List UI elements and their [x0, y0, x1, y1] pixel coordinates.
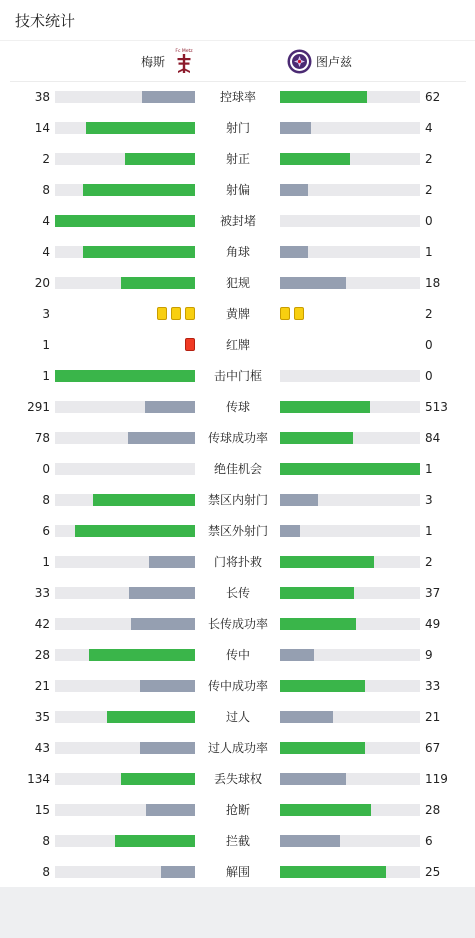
home-bar-fill	[149, 556, 195, 568]
header-divider	[10, 81, 466, 82]
home-bar-fill	[75, 525, 195, 537]
home-bar-fill	[140, 742, 195, 754]
stat-label: 传中成功率	[207, 679, 268, 693]
home-value: 291	[27, 400, 50, 414]
home-bar-track	[55, 525, 195, 537]
away-value: 0	[425, 369, 433, 383]
stat-label: 禁区外射门	[207, 524, 268, 538]
home-bar-track	[55, 680, 195, 692]
away-value: 33	[425, 679, 441, 693]
away-bar-track	[280, 277, 420, 289]
away-bar-track	[280, 401, 420, 413]
stat-label: 拦截	[225, 834, 250, 848]
stat-label: 控球率	[219, 90, 256, 104]
home-value: 38	[34, 90, 50, 104]
away-value: 21	[425, 710, 441, 724]
home-bar-fill	[83, 184, 195, 196]
away-value: 0	[425, 338, 433, 352]
home-value: 134	[27, 772, 50, 786]
away-bar-track	[280, 153, 420, 165]
home-value: 1	[42, 555, 50, 569]
stat-row	[0, 707, 475, 727]
home-value: 6	[42, 524, 50, 538]
stat-label: 被封堵	[219, 214, 256, 228]
stat-label: 解围	[225, 865, 250, 879]
away-value: 84	[425, 431, 441, 445]
away-bar-fill	[280, 587, 354, 599]
away-value: 1	[425, 245, 433, 259]
stat-row	[0, 676, 475, 696]
home-bar-fill	[128, 432, 195, 444]
away-bar-track	[280, 494, 420, 506]
stat-row	[0, 490, 475, 510]
page-title: 技术统计	[15, 12, 76, 30]
stat-row	[0, 831, 475, 851]
home-value: 8	[42, 493, 50, 507]
home-bar-track	[55, 215, 195, 227]
stat-row	[0, 428, 475, 448]
away-bar-fill	[280, 835, 340, 847]
home-bar-track	[55, 618, 195, 630]
stat-label: 击中门框	[213, 369, 262, 383]
home-bar-fill	[55, 215, 195, 227]
away-bar-track	[280, 122, 420, 134]
stat-label: 抢断	[225, 803, 250, 817]
home-bar-track	[55, 184, 195, 196]
stat-row	[0, 769, 475, 789]
away-bar-track	[280, 370, 420, 382]
away-bar-fill	[280, 246, 308, 258]
stat-row	[0, 242, 475, 262]
home-value: 35	[34, 710, 50, 724]
away-bar-fill	[280, 556, 374, 568]
home-value: 8	[42, 834, 50, 848]
away-bar-fill	[280, 773, 346, 785]
home-bar-track	[55, 711, 195, 723]
stat-row	[0, 149, 475, 169]
stat-row	[0, 180, 475, 200]
away-bar-track	[280, 711, 420, 723]
home-bar-track	[55, 370, 195, 382]
home-value: 1	[42, 369, 50, 383]
away-value: 0	[425, 214, 433, 228]
home-value: 8	[42, 865, 50, 879]
home-bar-fill	[145, 401, 195, 413]
home-bar-fill	[89, 649, 195, 661]
home-bar-fill	[125, 153, 195, 165]
away-cards	[280, 307, 304, 320]
stat-row	[0, 459, 475, 479]
home-cards	[157, 307, 195, 320]
away-bar-track	[280, 866, 420, 878]
away-bar-fill	[280, 649, 314, 661]
home-bar-fill	[161, 866, 195, 878]
away-bar-track	[280, 618, 420, 630]
away-bar-track	[280, 184, 420, 196]
away-value: 2	[425, 152, 433, 166]
away-bar-fill	[280, 494, 318, 506]
home-bar-track	[55, 649, 195, 661]
home-team[interactable]	[141, 47, 195, 75]
home-bar-track	[55, 866, 195, 878]
stat-label: 角球	[225, 245, 250, 259]
stat-label: 射正	[225, 152, 250, 166]
stat-label: 红牌	[225, 338, 250, 352]
away-bar-fill	[280, 277, 346, 289]
stat-label: 传球	[225, 400, 250, 414]
home-value: 33	[34, 586, 50, 600]
home-value: 14	[34, 121, 50, 135]
home-bar-track	[55, 153, 195, 165]
away-bar-track	[280, 680, 420, 692]
home-value: 1	[42, 338, 50, 352]
away-value: 1	[425, 462, 433, 476]
away-bar-fill	[280, 401, 370, 413]
away-bar-fill	[280, 866, 386, 878]
away-bar-track	[280, 463, 420, 475]
away-bar-fill	[280, 680, 365, 692]
home-bar-track	[55, 91, 195, 103]
stat-row	[0, 583, 475, 603]
yellow-card-icon	[171, 307, 181, 320]
away-bar-fill	[280, 122, 311, 134]
away-bar-track	[280, 587, 420, 599]
away-bar-fill	[280, 618, 356, 630]
home-bar-track	[55, 246, 195, 258]
away-bar-track	[280, 432, 420, 444]
away-bar-fill	[280, 432, 353, 444]
home-bar-track	[55, 587, 195, 599]
away-value: 25	[425, 865, 441, 879]
stat-label: 传球成功率	[207, 431, 268, 445]
away-bar-track	[280, 773, 420, 785]
home-value: 21	[34, 679, 50, 693]
metz-logo-text: Fc Metz	[175, 49, 193, 54]
stat-label: 门将扑救	[213, 555, 262, 569]
home-bar-fill	[83, 246, 195, 258]
away-value: 28	[425, 803, 441, 817]
home-bar-track	[55, 277, 195, 289]
away-value: 49	[425, 617, 441, 631]
home-cards	[185, 338, 195, 351]
away-value: 4	[425, 121, 433, 135]
away-bar-fill	[280, 742, 365, 754]
metz-crest-icon	[173, 47, 195, 75]
stat-row	[0, 273, 475, 293]
away-value: 3	[425, 493, 433, 507]
home-bar-fill	[93, 494, 195, 506]
stat-label: 黄牌	[225, 307, 250, 321]
red-card-icon	[185, 338, 195, 351]
home-bar-fill	[131, 618, 195, 630]
away-bar-track	[280, 649, 420, 661]
home-bar-fill	[121, 277, 195, 289]
away-value: 6	[425, 834, 433, 848]
away-value: 62	[425, 90, 441, 104]
away-bar-fill	[280, 463, 420, 475]
stat-label: 丢失球权	[213, 772, 262, 786]
home-bar-fill	[140, 680, 195, 692]
stat-label: 长传	[225, 586, 250, 600]
home-bar-track	[55, 835, 195, 847]
stat-row	[0, 614, 475, 634]
stat-row	[0, 118, 475, 138]
away-value: 37	[425, 586, 441, 600]
yellow-card-icon	[294, 307, 304, 320]
home-value: 42	[34, 617, 50, 631]
home-team-name: 梅斯	[140, 54, 165, 69]
home-value: 4	[42, 214, 50, 228]
stat-label: 过人	[225, 710, 250, 724]
home-bar-fill	[55, 370, 195, 382]
away-bar-track	[280, 91, 420, 103]
home-bar-track	[55, 742, 195, 754]
stat-row	[0, 800, 475, 820]
stat-label: 过人成功率	[207, 741, 268, 755]
home-value: 43	[34, 741, 50, 755]
home-bar-fill	[86, 122, 195, 134]
home-bar-fill	[121, 773, 195, 785]
away-value: 2	[425, 183, 433, 197]
stat-label: 禁区内射门	[207, 493, 268, 507]
home-value: 28	[34, 648, 50, 662]
stat-row	[0, 366, 475, 386]
stat-label: 射偏	[225, 183, 250, 197]
away-value: 1	[425, 524, 433, 538]
stat-row	[0, 521, 475, 541]
home-bar-track	[55, 122, 195, 134]
stat-row	[0, 738, 475, 758]
away-bar-track	[280, 742, 420, 754]
home-value: 0	[42, 462, 50, 476]
away-bar-fill	[280, 804, 371, 816]
away-team-name: 图卢兹	[316, 54, 353, 69]
stat-row	[0, 645, 475, 665]
home-value: 15	[34, 803, 50, 817]
home-bar-track	[55, 556, 195, 568]
away-value: 2	[425, 307, 433, 321]
away-value: 513	[425, 400, 448, 414]
stat-row	[0, 862, 475, 882]
away-bar-fill	[280, 184, 308, 196]
home-value: 78	[34, 431, 50, 445]
stat-row	[0, 211, 475, 231]
away-value: 2	[425, 555, 433, 569]
away-bar-fill	[280, 153, 350, 165]
away-bar-track	[280, 215, 420, 227]
home-value: 3	[42, 307, 50, 321]
stat-label: 射门	[225, 121, 250, 135]
away-team[interactable]	[287, 47, 352, 75]
home-value: 20	[34, 276, 50, 290]
home-value: 2	[42, 152, 50, 166]
home-value: 4	[42, 245, 50, 259]
away-bar-track	[280, 804, 420, 816]
away-value: 119	[425, 772, 448, 786]
home-bar-track	[55, 401, 195, 413]
away-bar-track	[280, 556, 420, 568]
home-value: 8	[42, 183, 50, 197]
stat-label: 绝佳机会	[213, 462, 262, 476]
away-bar-track	[280, 246, 420, 258]
home-bar-fill	[107, 711, 195, 723]
stat-label: 犯规	[225, 276, 250, 290]
stat-row	[0, 335, 475, 355]
away-value: 18	[425, 276, 441, 290]
home-bar-track	[55, 463, 195, 475]
away-value: 9	[425, 648, 433, 662]
away-value: 67	[425, 741, 441, 755]
stat-label: 传中	[225, 648, 250, 662]
home-bar-track	[55, 804, 195, 816]
stat-row	[0, 304, 475, 324]
home-bar-fill	[129, 587, 195, 599]
title-divider	[0, 40, 475, 41]
away-bar-track	[280, 525, 420, 537]
toulouse-crest-icon	[287, 49, 312, 74]
away-bar-track	[280, 835, 420, 847]
stat-row	[0, 87, 475, 107]
away-bar-fill	[280, 91, 367, 103]
away-bar-fill	[280, 711, 333, 723]
home-bar-fill	[146, 804, 195, 816]
yellow-card-icon	[280, 307, 290, 320]
stat-row	[0, 397, 475, 417]
stat-label: 长传成功率	[207, 617, 268, 631]
home-bar-track	[55, 432, 195, 444]
away-bar-fill	[280, 525, 300, 537]
home-bar-fill	[115, 835, 195, 847]
stat-row	[0, 552, 475, 572]
home-bar-track	[55, 494, 195, 506]
home-bar-track	[55, 773, 195, 785]
yellow-card-icon	[185, 307, 195, 320]
home-bar-fill	[142, 91, 195, 103]
yellow-card-icon	[157, 307, 167, 320]
